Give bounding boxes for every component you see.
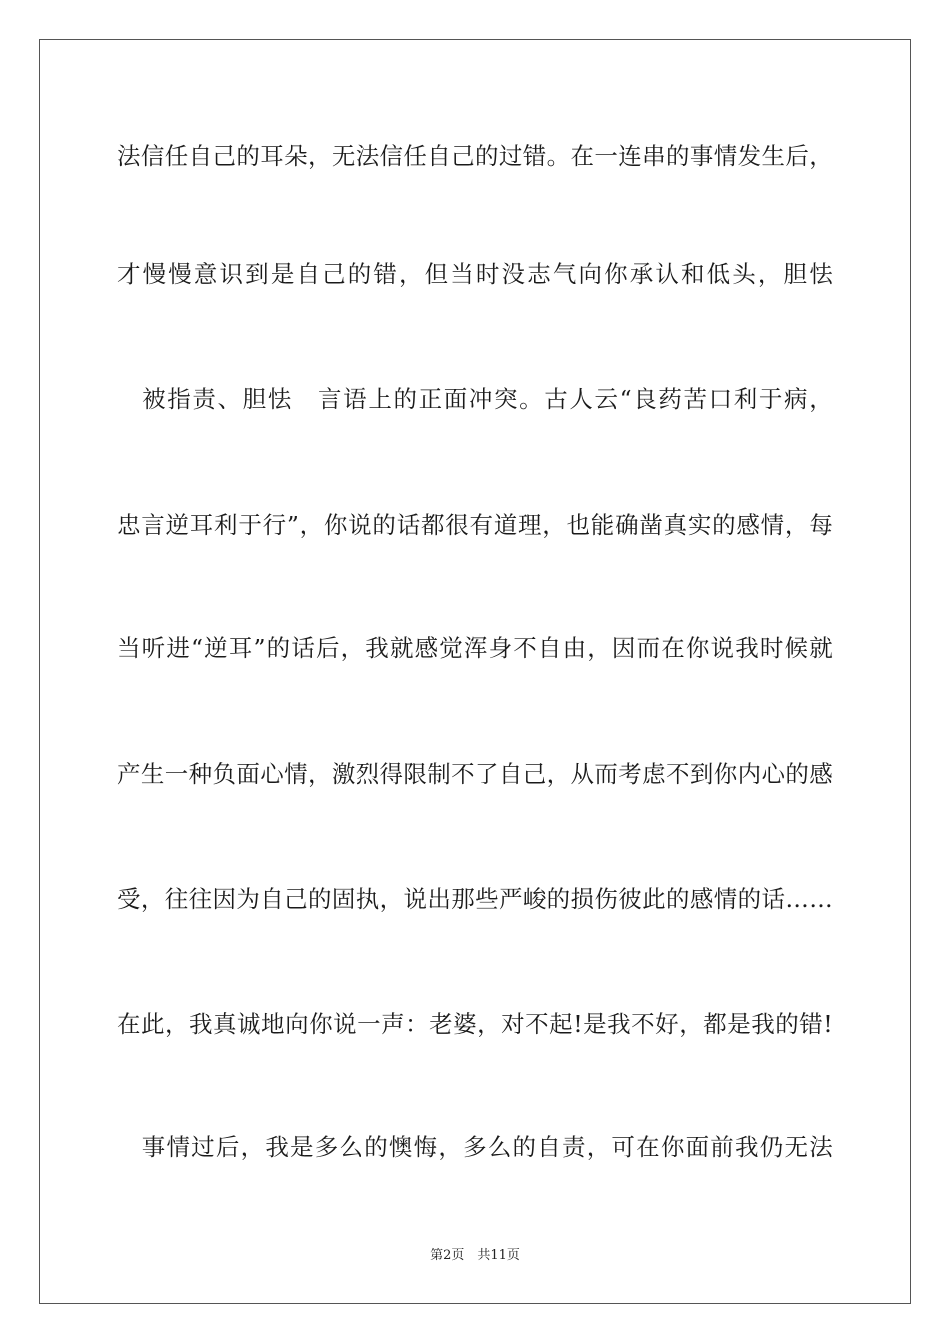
text-line-9: 事情过后，我是多么的懊悔，多么的自责，可在你面前我仍无法 (117, 1133, 833, 1161)
text-line-2: 才慢慢意识到是自己的错，但当时没志气向你承认和低头，胆怯 (117, 260, 833, 288)
text-line-3: 被指责、胆怯 言语上的正面冲突。古人云“良药苦口利于病， (117, 385, 833, 413)
text-line-5: 当听进“逆耳”的话后，我就感觉浑身不自由，因而在你说我时候就 (117, 634, 833, 662)
text-line-4: 忠言逆耳利于行”，你说的话都很有道理，也能确凿真实的感情，每 (117, 511, 833, 539)
text-line-7: 受，往往因为自己的固执，说出那些严峻的损伤彼此的感情的话…… (117, 885, 833, 913)
text-line-8: 在此，我真诚地向你说一声：老婆，对不起!是我不好，都是我的错! (117, 1010, 833, 1038)
page-number-footer: 第2页 共11页 (430, 1248, 520, 1263)
text-line-6: 产生一种负面心情，激烈得限制不了自己，从而考虑不到你内心的感 (117, 760, 833, 788)
text-line-1: 法信任自己的耳朵，无法信任自己的过错。在一连串的事情发生后， (117, 142, 833, 170)
page-border (39, 39, 911, 1304)
